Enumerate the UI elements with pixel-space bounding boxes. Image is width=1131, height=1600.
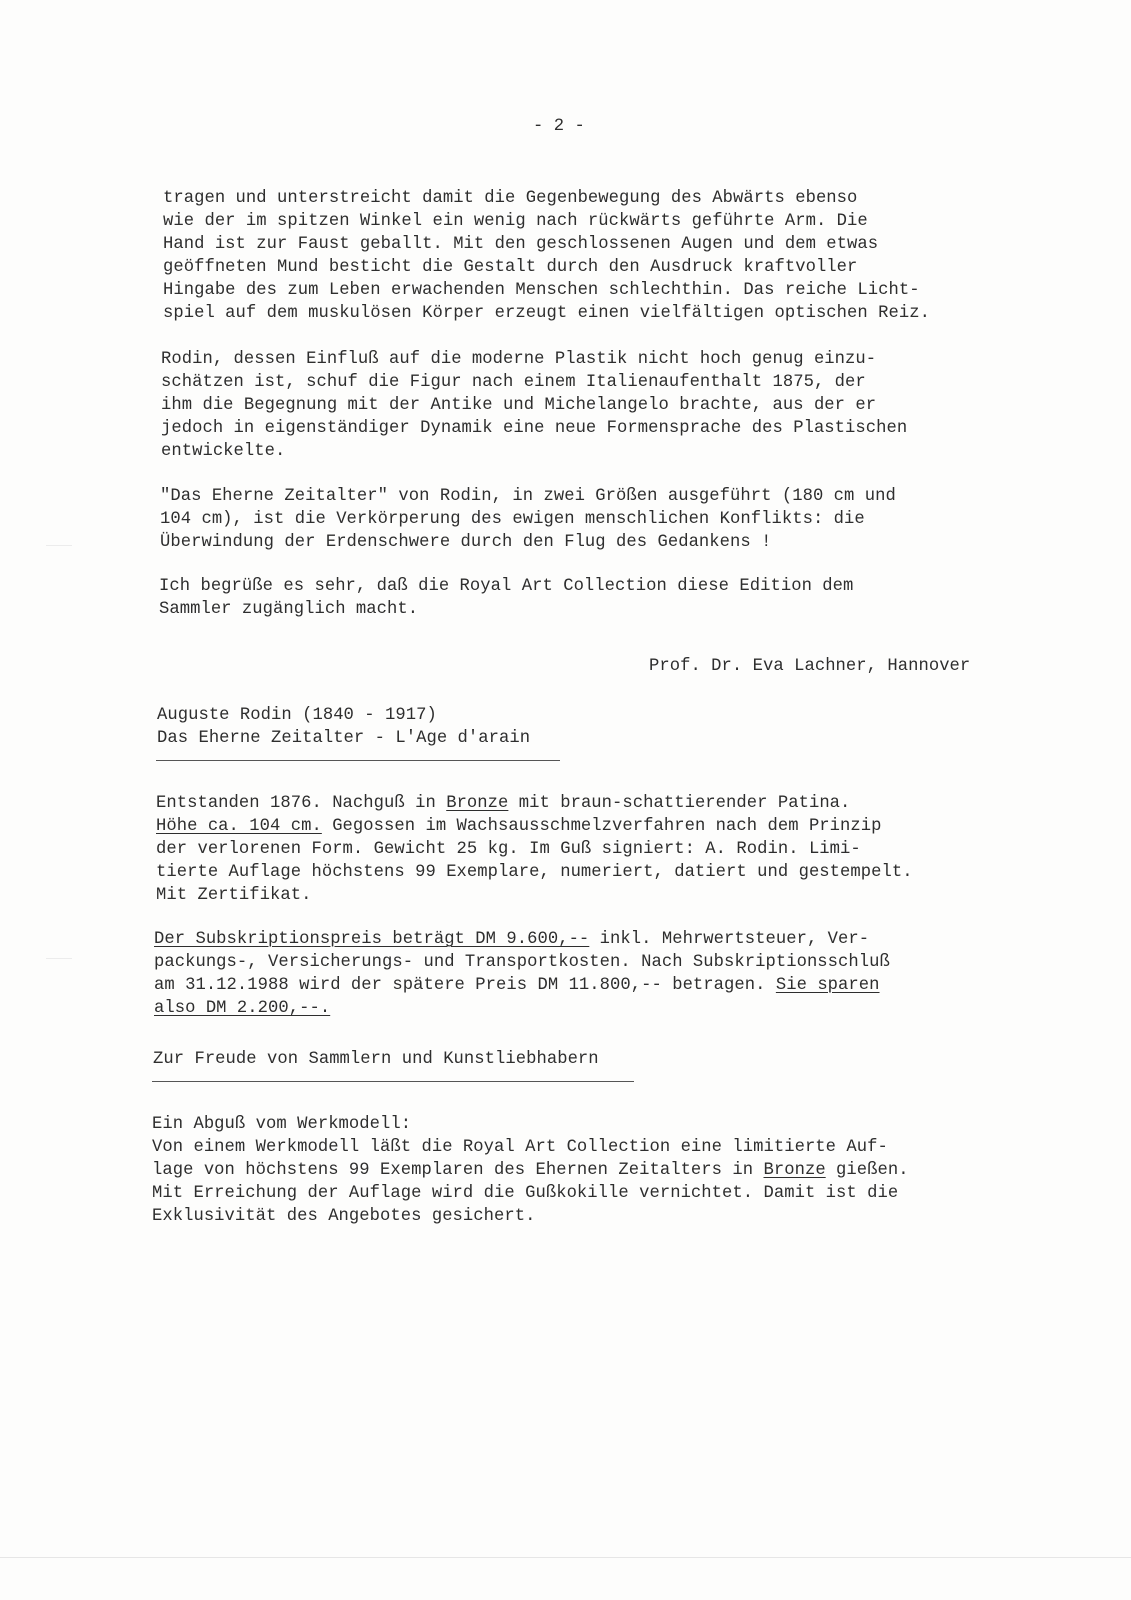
text-line: Rodin, dessen Einfluß auf die moderne Plastik nicht hoch genug einzu- bbox=[161, 350, 877, 369]
text-span: am 31.12.1988 wird der spätere Preis DM 11.800,-- betragen. bbox=[154, 976, 776, 995]
text-line: Von einem Werkmodell läßt die Royal Art Collection eine limitierte Auf- bbox=[152, 1138, 888, 1157]
page-number: - 2 - bbox=[533, 117, 585, 136]
text-line: der verlorenen Form. Gewicht 25 kg. Im Guß signiert: A. Rodin. Limi- bbox=[156, 840, 861, 859]
text-line: schätzen ist, schuf die Figur nach einem Italienaufenthalt 1875, der bbox=[161, 373, 866, 392]
text-line: Ich begrüße es sehr, daß die Royal Art Collection diese Edition dem bbox=[159, 577, 854, 596]
savings-underlined: Sie sparen bbox=[775, 976, 880, 995]
subscription-price-underlined: Der Subskriptionspreis beträgt DM 9.600,-- bbox=[154, 930, 590, 949]
heading-rule bbox=[152, 1081, 634, 1082]
artwork-title: Das Eherne Zeitalter - L'Age d'arain bbox=[157, 729, 531, 748]
text-line bbox=[154, 998, 330, 1021]
cast-heading: Ein Abguß vom Werkmodell: bbox=[152, 1115, 412, 1134]
section-heading: Zur Freude von Sammlern und Kunstliebhabern bbox=[153, 1050, 599, 1069]
text-line bbox=[156, 816, 882, 839]
heading-rule bbox=[156, 760, 560, 761]
text-line: ihm die Begegnung mit der Antike und Michelangelo brachte, aus der er bbox=[161, 396, 877, 415]
author-signature: Prof. Dr. Eva Lachner, Hannover bbox=[649, 657, 971, 676]
text-line: Mit Erreichung der Auflage wird die Gußkokille vernichtet. Damit ist die bbox=[152, 1184, 899, 1203]
text-line bbox=[154, 975, 880, 998]
text-line: Hand ist zur Faust geballt. Mit den geschlossenen Augen und dem etwas bbox=[163, 235, 879, 254]
text-span: mit braun-schattierender Patina. bbox=[508, 794, 851, 813]
text-line bbox=[156, 793, 850, 816]
text-line: jedoch in eigenständiger Dynamik eine neue Formensprache des Plastischen bbox=[161, 419, 908, 438]
text-span: inkl. Mehrwertsteuer, Ver- bbox=[589, 930, 870, 949]
scan-mark bbox=[46, 545, 72, 546]
text-line: entwickelte. bbox=[161, 442, 286, 461]
text-span: gießen. bbox=[825, 1161, 909, 1180]
text-line: "Das Eherne Zeitalter" von Rodin, in zwei Größen ausgeführt (180 cm und bbox=[160, 487, 896, 506]
material-underlined: Bronze bbox=[446, 794, 509, 813]
text-line bbox=[154, 929, 869, 952]
text-line: wie der im spitzen Winkel ein wenig nach rückwärts geführte Arm. Die bbox=[163, 212, 868, 231]
text-line: tragen und unterstreicht damit die Gegenbewegung des Abwärts ebenso bbox=[163, 189, 858, 208]
text-line: Überwindung der Erdenschwere durch den Flug des Gedankens ! bbox=[160, 533, 772, 552]
text-span: Entstanden 1876. Nachguß in bbox=[156, 794, 447, 813]
text-span: lage von höchstens 99 Exemplaren des Ehernen Zeitalters in bbox=[152, 1161, 764, 1180]
text-line: geöffneten Mund besticht die Gestalt durch den Ausdruck kraftvoller bbox=[163, 258, 858, 277]
text-line: spiel auf dem muskulösen Körper erzeugt einen vielfältigen optischen Reiz. bbox=[163, 304, 930, 323]
material-underlined: Bronze bbox=[763, 1161, 826, 1180]
scan-edge bbox=[0, 1557, 1131, 1558]
text-line: Mit Zertifikat. bbox=[156, 886, 312, 905]
savings-underlined: also DM 2.200,--. bbox=[154, 999, 331, 1018]
text-line: Hingabe des zum Leben erwachenden Menschen schlechthin. Das reiche Licht- bbox=[163, 281, 920, 300]
text-line: tierte Auflage höchstens 99 Exemplare, numeriert, datiert und gestempelt. bbox=[156, 863, 913, 882]
text-line bbox=[152, 1160, 909, 1183]
text-line: Exklusivität des Angebotes gesichert. bbox=[152, 1207, 536, 1226]
text-span: Gegossen im Wachsausschmelzverfahren nach dem Prinzip bbox=[321, 817, 882, 836]
scan-mark bbox=[46, 958, 72, 959]
artist-name: Auguste Rodin (1840 - 1917) bbox=[157, 706, 437, 725]
text-line: Sammler zugänglich macht. bbox=[159, 600, 419, 619]
height-underlined: Höhe ca. 104 cm. bbox=[156, 817, 322, 836]
text-line: 104 cm), ist die Verkörperung des ewigen menschlichen Konflikts: die bbox=[160, 510, 865, 529]
text-line: packungs-, Versicherungs- und Transportkosten. Nach Subskriptionsschluß bbox=[154, 953, 890, 972]
